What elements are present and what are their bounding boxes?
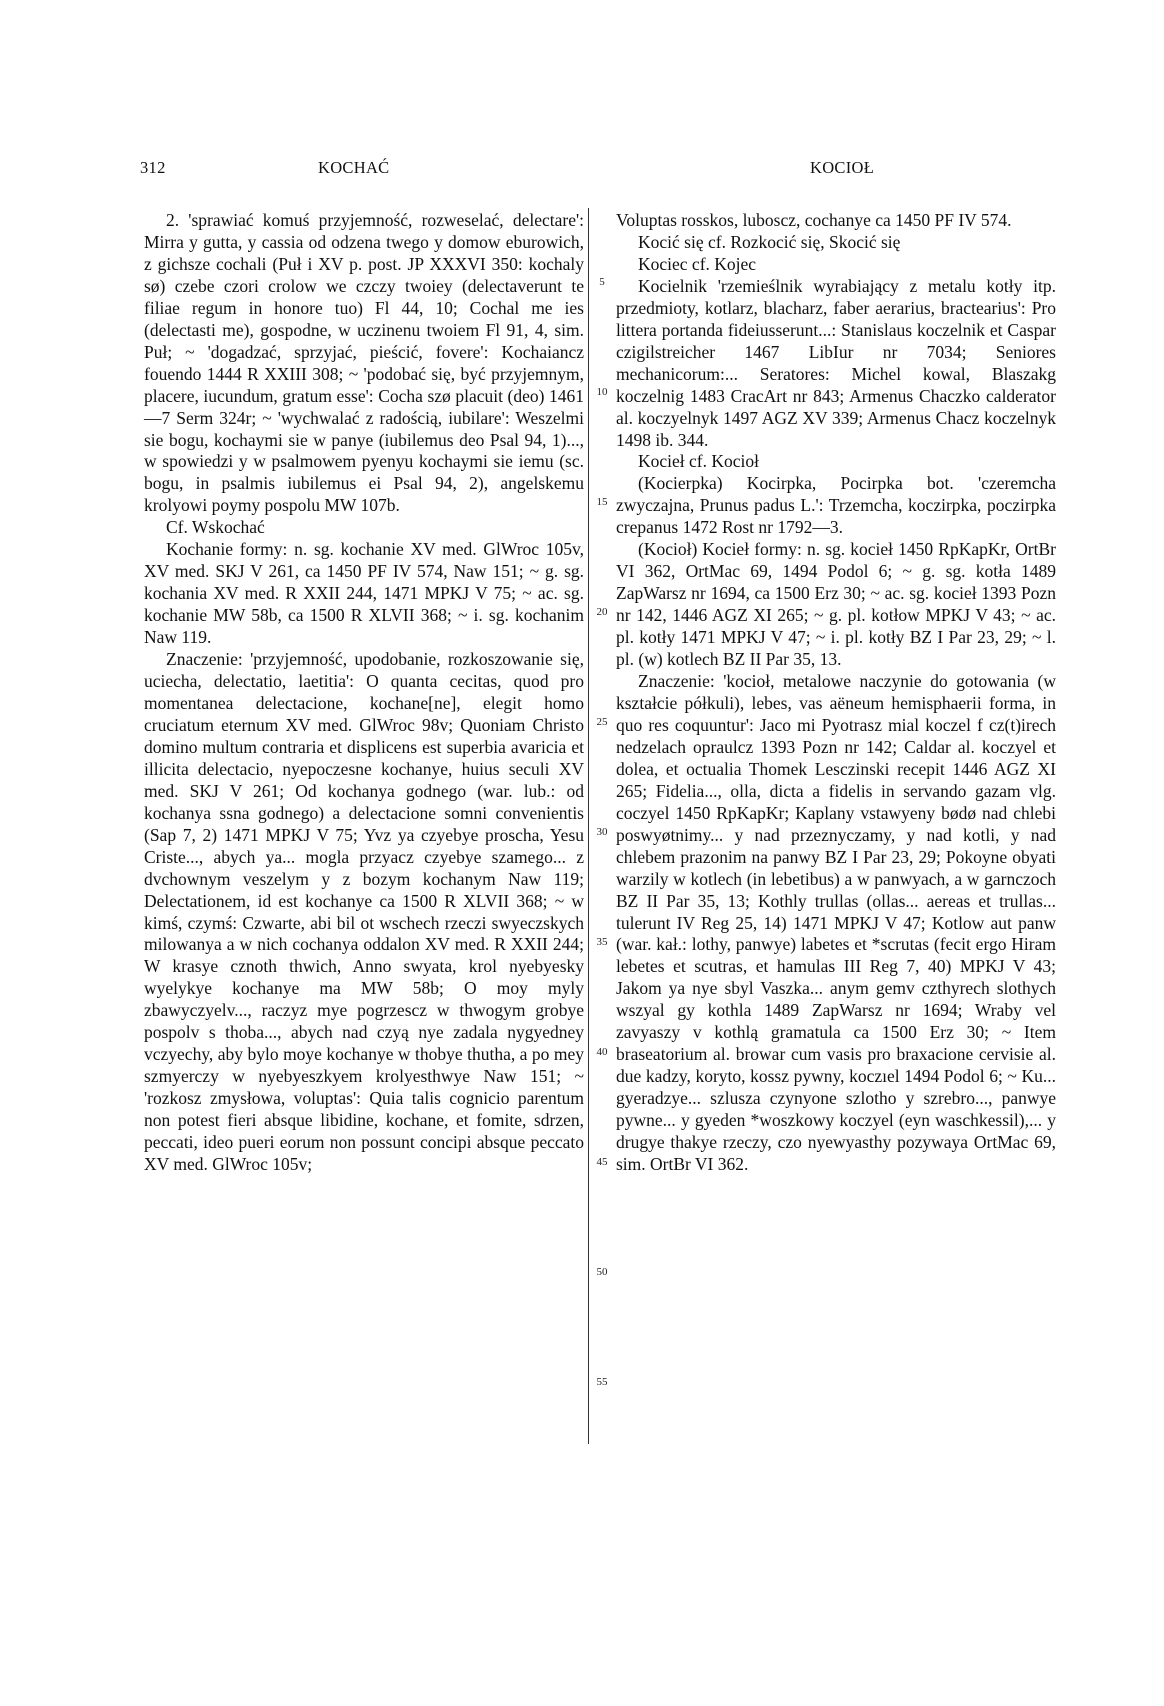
- left-column: [144, 210, 584, 1176]
- entry-cross-reference: Cf. Wskochać: [166, 517, 265, 538]
- line-number: 50: [596, 1266, 608, 1278]
- entry-kochanie-meaning: Znaczenie: 'przyjemność, upodobanie, rozkoszowanie się, uciecha, delectatio, laetitia': O quanta cecitas, quod pro momentanea delectacione, kochane[ne], elegit homo cruciatum eternum XV med. GlWroc 98v; Quoniam Christo domino multum contraria et displicens est superbia avaricia et illicita delectacio, nyepoczesne kochanye, huius seculi XV med. SKJ V 261; Od kochanya godnego (war. lub.: od kochanya ssna godnego) a delectacione somni convenientis (Sap 7, 2) 1471 MPKJ V 75; Yvz ya czyebye proscha, Yesu Criste..., abych ya... mogla przyacz czyebye szamego... z dvchownym veszelym y z bozym kochanym Naw 119; Delectationem, id est kochanye ca 1500 R XLVII 368; ~ w kimś, czymś: Czwarte, abi bil ot wschech rzeczi swyeczskych milowanya a w nich cochanya oddalon XV med. R XXII 244; W krasye cznoth thwich, Anno swyata, krol nyebyesky wyelykye kochanye ma MW 58b; O moy myly zbawyczyelv..., raczyz mye pogrzescz w thwogym grobye pospolv s thoba..., abych nad czyą nye zadala nygyedney vczyechy, aby bylo moye kochanye w thobye thutha, a po mey szmyerczy w nyebyeszkyem krolyesthwye Naw 151; ~ 'rozkosz zmysłowa, voluptas': Quia talis cognicio parentum non potest fieri absque libidine, kochane, et fomite, sdrzen, peccati, ideo pueri eorum non possunt concipi absque peccato XV med. GlWroc 105v;: [144, 649, 584, 1174]
- line-number: 10: [596, 386, 608, 398]
- entry-kocielnik: Kocielnik 'rzemieślnik wyrabiający z metalu kotły itp. przedmioty, kotlarz, blacharz, faber aerarius, bractearius': Pro littera portanda fideiusserunt...: Stanislaus koczelnik et Caspar czigilstreicher 1467 LibIur nr 7034; Seniores mechanicorum:... Seratores: Michel kowal, Blaszakg koczelnig 1483 CracArt nr 843; Armenus Chaczko calderator al. koczyelnyk 1497 AGZ XV 339; Armenus Chacz koczelnyk 1498 ib. 344.: [616, 275, 1056, 450]
- right-column: [616, 210, 1056, 1176]
- running-head-right: KOCIOŁ: [810, 158, 875, 177]
- line-number: 20: [596, 606, 608, 618]
- entry-kochanie-forms: Kochanie formy: n. sg. kochanie XV med. GlWroc 105v, XV med. SKJ V 261, ca 1450 PF IV 574, Naw 151; ~ g. sg. kochania XV med. R XXII 244, 1471 MPKJ V 75; ~ ac. sg. kochanie MW 58b, ca 1500 R XLVII 368; ~ i. sg. kochanim Naw 119.: [144, 539, 584, 648]
- column-divider: [588, 208, 589, 1444]
- entry-kocic-sie: Kocić się cf. Rozkocić się, Skocić się: [638, 231, 901, 252]
- entry-kociec: Kociec cf. Kojec: [638, 253, 757, 274]
- line-number: 35: [596, 936, 608, 948]
- line-number: 55: [596, 1376, 608, 1388]
- running-head-left: KOCHAĆ: [318, 158, 390, 177]
- page-number: 312: [140, 158, 166, 177]
- entry-kociol-meaning: Znaczenie: 'kocioł, metalowe naczynie do gotowania (w kształcie półkuli), lebes, vas aëneum hemisphaerii forma, in quo res coquuntur': Jaco mi Pyotrasz mial koczel f cz(t)irech nedzelach opraulcz 1393 Pozn nr 142; Caldar al. koczyel et dolea, et octualia Thomek Lesczinski recepit 1446 AGZ XI 265; Fidelia..., olla, dicta a fidelis in servando gazam vlg. coczyel 1450 RpKapKr; Kaplany vstawyeny bødø nad chlebi poswyøtnimy... y nad przeznyczamy, y nad kotli, y nad chlebem prazonim na panwy BZ I Par 23, 29; Pokoyne obyati warzily w kotlech (in lebetibus) a w panwyach, a w garnczoch BZ II Par 35, 13; Kothly trullas (ollas... aereas et trullas... tulerunt IV Reg 25, 14) 1471 MPKJ V 47; Kotlow aut panw (war. kał.: lothy, panwye) labetes et *scrutas (fecit ergo Hiram lebetes et scutras, et hamulas III Reg 7, 40) MPKJ V 43; Jakom ya nye sbyl Vaszka... anym gemv czthyrech slothych wszyal gy kothla 1489 ZapWarsz nr 1694; Wraby vel zavyaszy v kothlą gramatula ca 1500 Erz 30; ~ Item braseatorium al. browar cum vasis pro braxacione cervisie al. due kadzy, koryto, kossz pywny, koczıel 1494 Podol 6; ~ Ku... gyeradzye... szlusza czynyone szlotho y szrebro..., panwye pywne... y gyeden *woszkowy koczyel (eyn waschkessil),... y drugye thakye rzeczy, czo nyewyasthy pozywaya OrtMac 69, sim. OrtBr VI 362.: [616, 671, 1056, 1174]
- entry-kociol-forms: (Kocioł) Kocieł formy: n. sg. kocieł 1450 RpKapKr, OrtBr VI 362, OrtMac 69, 1494 Podol 6; ~ g. sg. kotła 1489 ZapWarsz nr 1694, ca 1500 Erz 30; ~ ac. sg. kocieł 1393 Pozn nr 142, 1446 AGZ XI 265; ~ g. pl. kotłow MPKJ V 43; ~ ac. pl. kotły 1471 MPKJ V 47; ~ i. pl. kotły BZ I Par 23, 29; ~ l. pl. (w) kotlech BZ II Par 35, 13.: [616, 539, 1056, 670]
- line-number: 30: [596, 826, 608, 838]
- line-number: 45: [596, 1156, 608, 1168]
- entry-kociel-ref: Kocieł cf. Kocioł: [638, 451, 759, 472]
- line-number: 40: [596, 1046, 608, 1058]
- line-number: 5: [599, 276, 605, 288]
- entry-kochac-sense-2: 2. 'sprawiać komuś przyjemność, rozweselać, delectare': Mirra y gutta, y cassia od odzena twego y domow eburowich, z gichsze cochali (Puł i XV p. post. JP XXXVI 350: kochaly sø) czebe czori crolow we czczy twoiey (delectaverunt te filiae regum in honore tuo) Fl 44, 10; Cochal me ies (delectasti me), gospodne, w uczinenu twoiem Fl 91, 4, sim. Puł; ~ 'dogadzać, sprzyjać, pieścić, fovere': Kochaiancz fouendo 1444 R XXIII 308; ~ 'podobać się, być przyjemnym, placere, iucundum, gratum esse': Cocha szø placuit (deo) 1461—7 Serm 324r; ~ 'wychwalać z radością, iubilare': Weszelmi sie bogu, kochaymi sie w panye (iubilemus deo Psal 94, 1)..., w spowiedzi y w psalmowem pyenyu kochaymi sie iemu (sc. bogu, in psalmis iubilemus ei Psal 94, 2), angelskemu krolyowi poymy pospolu MW 107b.: [144, 210, 584, 516]
- entry-continuation: Voluptas rosskos, luboscz, cochanye ca 1450 PF IV 574.: [616, 210, 1012, 230]
- line-number: 25: [596, 716, 608, 728]
- line-number: 15: [596, 496, 608, 508]
- entry-kocirpka: (Kocierpka) Kocirpka, Pocirpka bot. 'czeremcha zwyczajna, Prunus padus L.': Trzemcha, koczirpka, poczirpka crepanus 1472 Rost nr 1792—3.: [616, 473, 1056, 538]
